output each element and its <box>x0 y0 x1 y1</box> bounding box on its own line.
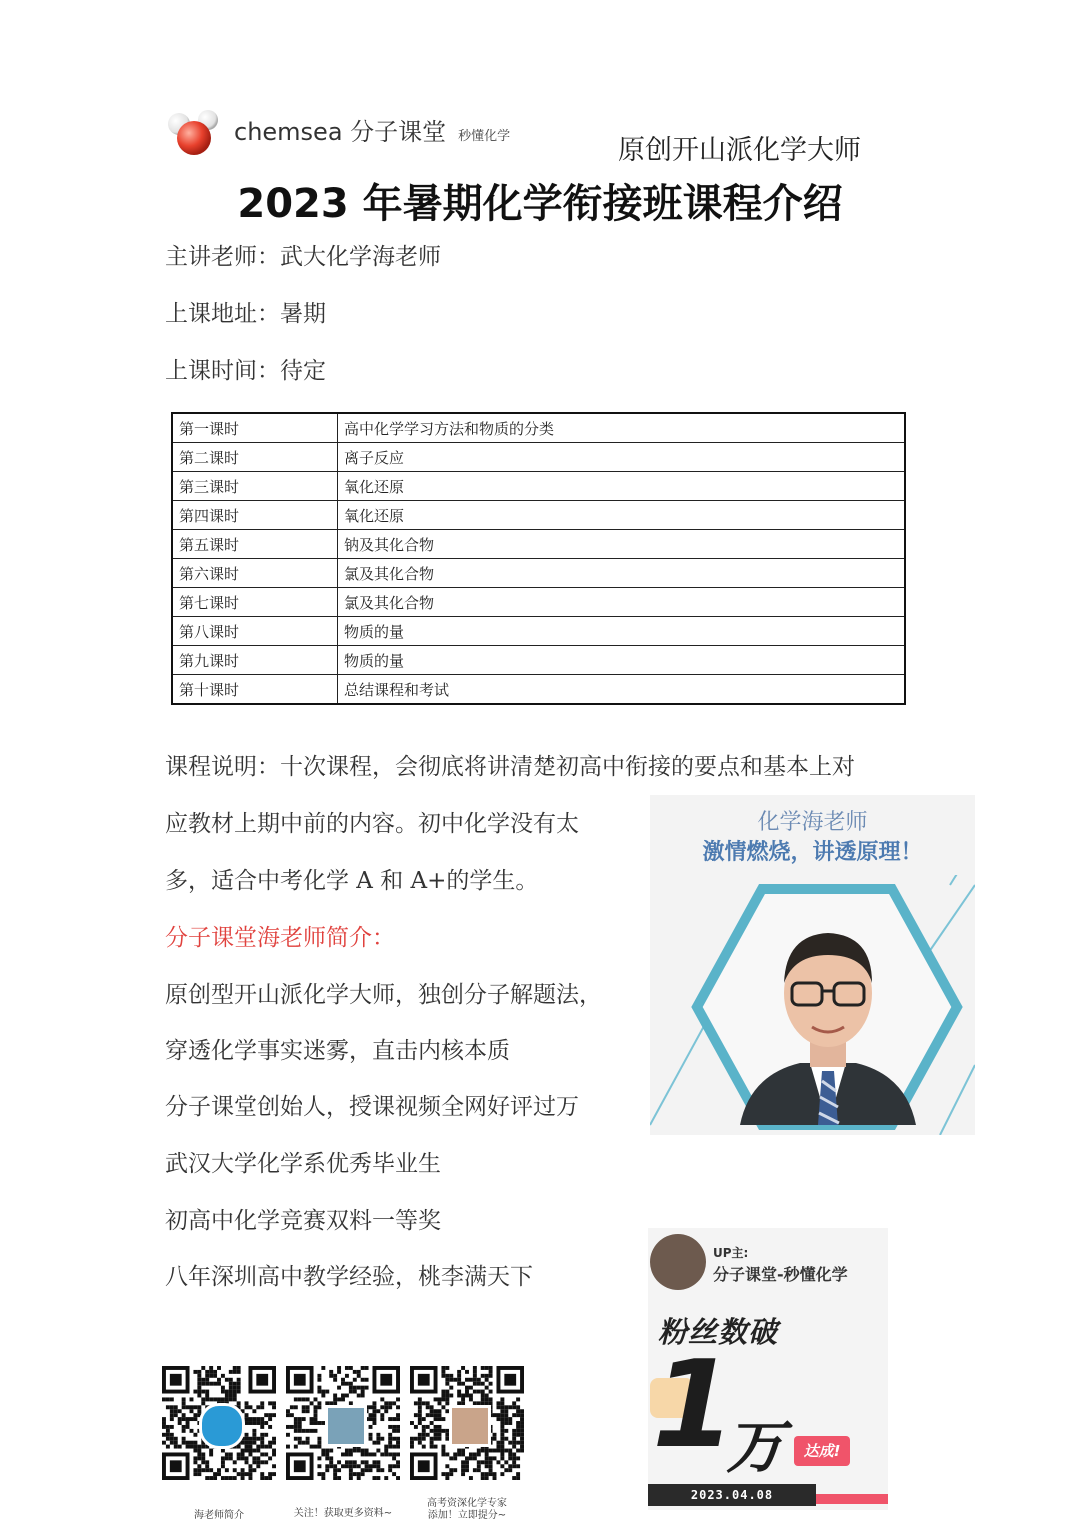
lesson-cell: 第九课时 <box>172 646 338 675</box>
page-title: 2023 年暑期化学衔接班课程介绍 <box>237 181 843 227</box>
teacher-card <box>650 795 975 1135</box>
lesson-cell: 第四课时 <box>172 501 338 530</box>
schedule-table <box>171 412 906 705</box>
address-line: 上课地址：暑期 <box>165 301 326 327</box>
bio-line: 八年深圳高中教学经验，桃李满天下 <box>165 1264 533 1290</box>
qr-caption-3b: 添加！立即提分~ <box>427 1510 507 1521</box>
lesson-cell: 第二课时 <box>172 443 338 472</box>
up-avatar <box>650 1234 706 1290</box>
lesson-cell: 第六课时 <box>172 559 338 588</box>
bio-line: 原创型开山派化学大师，独创分子解题法， <box>165 982 602 1008</box>
topic-cell: 物质的量 <box>338 617 906 646</box>
lesson-cell: 第五课时 <box>172 530 338 559</box>
bio-line: 武汉大学化学系优秀毕业生 <box>165 1151 441 1177</box>
bio-line: 分子课堂创始人，授课视频全网好评过万 <box>165 1094 579 1120</box>
description-line-1: 课程说明：十次课程，会彻底将讲清楚初高中衔接的要点和基本上对 <box>165 754 855 780</box>
brand-name: chemsea 分子课堂 秒懂化学 <box>234 118 511 146</box>
table-row <box>172 617 905 646</box>
lesson-cell: 第一课时 <box>172 413 338 443</box>
card-slogan: 激情燃烧，讲透原理！ <box>702 840 923 865</box>
teacher-portrait <box>650 875 975 1135</box>
topic-cell: 总结课程和考试 <box>338 675 906 705</box>
topic-cell: 物质的量 <box>338 646 906 675</box>
table-row <box>172 530 905 559</box>
description-line-3: 多，适合中考化学 A 和 A+的学生。 <box>165 868 539 894</box>
bio-line: 初高中化学竞赛双料一等奖 <box>165 1208 441 1234</box>
lesson-cell: 第八课时 <box>172 617 338 646</box>
topic-cell: 氯及其化合物 <box>338 559 906 588</box>
brand-subtitle: 秒懂化学 <box>458 129 511 144</box>
avatar-icon <box>449 1405 491 1447</box>
qr-caption-2: 关注！获取更多资料~ <box>293 1508 393 1519</box>
milestone-date: 2023.04.08 <box>648 1484 816 1506</box>
fan-milestone-badge <box>648 1228 888 1510</box>
flask-icon <box>199 1403 245 1449</box>
table-row <box>172 559 905 588</box>
lesson-cell: 第七课时 <box>172 588 338 617</box>
topic-cell: 氧化还原 <box>338 501 906 530</box>
teacher-line: 主讲老师：武大化学海老师 <box>165 244 441 270</box>
topic-cell: 钠及其化合物 <box>338 530 906 559</box>
up-label: UP主: <box>713 1246 749 1260</box>
table-row <box>172 501 905 530</box>
decor-bar <box>816 1494 888 1504</box>
table-row <box>172 588 905 617</box>
qr-caption-1: 海老师简介 <box>194 1510 244 1521</box>
up-name: 分子课堂-秒懂化学 <box>713 1265 848 1284</box>
topic-cell: 氧化还原 <box>338 472 906 501</box>
lesson-cell: 第三课时 <box>172 472 338 501</box>
fan-count-number: 1 <box>652 1336 736 1475</box>
molecule-logo-icon <box>166 108 222 158</box>
photo-icon <box>325 1405 367 1447</box>
table-row <box>172 413 905 443</box>
reached-badge: 达成! <box>794 1436 850 1466</box>
table-row <box>172 646 905 675</box>
card-teacher-name: 化学海老师 <box>757 810 868 835</box>
fan-headline: 粉丝数破 <box>658 1315 779 1349</box>
topic-cell: 离子反应 <box>338 443 906 472</box>
fan-count-unit: 万 <box>726 1413 785 1481</box>
qr-caption-3: 高考资深化学专家 <box>427 1498 507 1509</box>
table-row <box>172 443 905 472</box>
lesson-cell: 第十课时 <box>172 675 338 705</box>
bio-heading: 分子课堂海老师简介： <box>165 925 395 951</box>
topic-cell: 高中化学学习方法和物质的分类 <box>338 413 906 443</box>
description-line-2: 应教材上期中前的内容。初中化学没有太 <box>165 811 579 837</box>
time-line: 上课时间：待定 <box>165 358 326 384</box>
bio-line: 穿透化学事实迷雾，直击内核本质 <box>165 1038 510 1064</box>
topic-cell: 氯及其化合物 <box>338 588 906 617</box>
tagline: 原创开山派化学大师 <box>618 135 861 166</box>
table-row <box>172 472 905 501</box>
table-row <box>172 675 905 705</box>
